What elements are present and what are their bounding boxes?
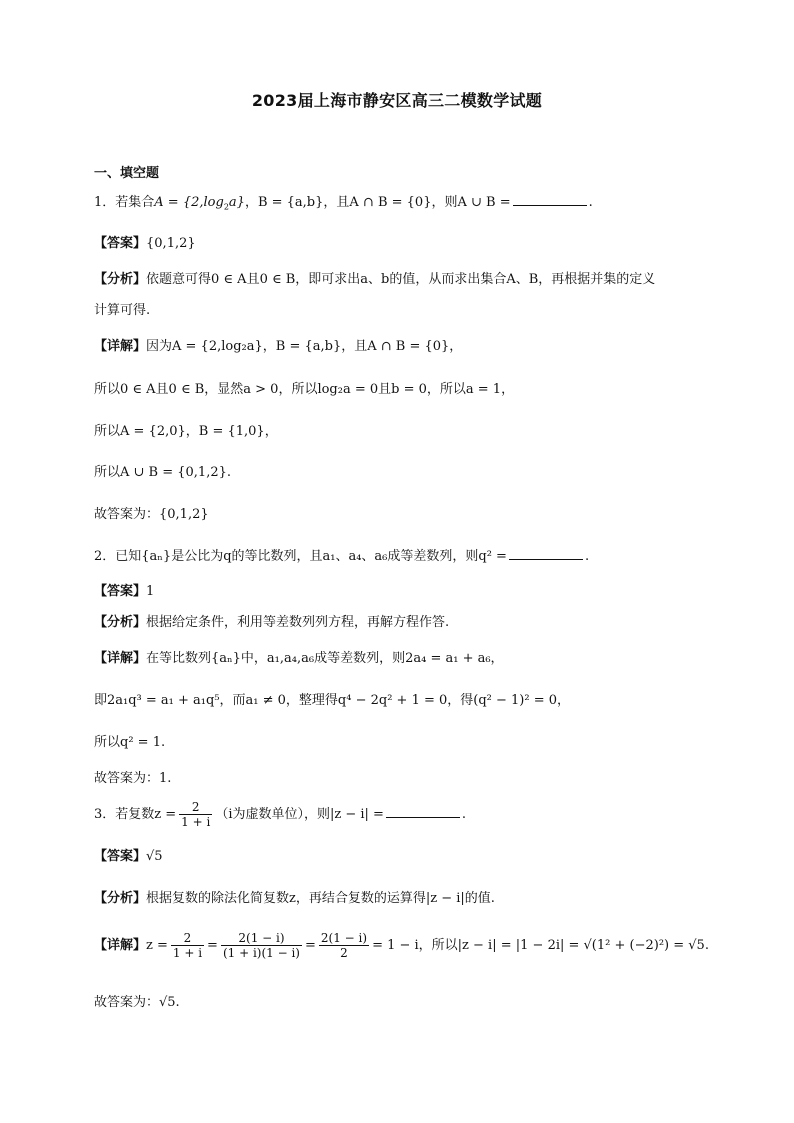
q2-analysis-text: 根据给定条件，利用等差数列列方程，再解方程作答. xyxy=(146,615,450,630)
q3-stem: 3．若复数z = $\frac{2}{1 + i}$ （i为虚数单位），则|z − i| = . xyxy=(94,800,467,829)
q2-detail-2: 即2a₁q³ = a₁ + a₁q⁵，而a₁ ≠ 0，整理得q⁴ − 2q² + 1 = 0，得(q² − 1)² = 0， xyxy=(94,693,571,708)
q1-final: 故答案为：{0,1,2} xyxy=(94,507,209,522)
q1-detail-text: 因为A = {2,log₂a}，B = {a,b}，且A ∩ B = {0}， xyxy=(146,339,463,354)
q1-detail xyxy=(94,338,462,356)
answer-label: 【答案】 xyxy=(94,236,147,251)
fraction-numerator: 2(1 − i) xyxy=(221,931,302,946)
answer-blank xyxy=(386,805,460,818)
answer-label: 【答案】 xyxy=(94,584,147,599)
q3-stem-prefix: 3．若复数z = xyxy=(94,807,177,822)
fraction-denominator: 2 xyxy=(340,946,348,960)
q2-stem-text: 2．已知{aₙ}是公比为q的等比数列，且a₁、a₄、a₆成等差数列，则q² = xyxy=(94,549,507,564)
detail-label: 【详解】 xyxy=(94,339,147,354)
q2-detail-text: 在等比数列{aₙ}中，a₁,a₄,a₆成等差数列，则2a₄ = a₁ + a₆， xyxy=(146,651,504,666)
answer-label: 【答案】 xyxy=(94,849,147,864)
q3-answer xyxy=(94,848,163,866)
q3-detail-frac-3 xyxy=(319,931,369,960)
q1-stem-prefix: 1．若集合 xyxy=(94,195,155,210)
q2-answer-value: 1 xyxy=(146,584,155,599)
analysis-label: 【分析】 xyxy=(94,891,147,906)
q3-detail-tail: = 1 − i，所以|z − i| = |1 − 2i| = √(1² + (−2)²) = √5. xyxy=(372,938,709,953)
q3-analysis-text: 根据复数的除法化简复数z，再结合复数的运算得|z − i|的值. xyxy=(146,891,495,906)
q1-stem: 1．若集合$A = \{2,\log_2a\}$，B = {a,b}，且A ∩ B = {0}，则A ∪ B = . xyxy=(94,195,593,212)
fraction-numerator: 2 xyxy=(179,800,212,815)
q3-detail-z: z = xyxy=(146,938,168,953)
q2-detail xyxy=(94,650,504,668)
q3-detail: 【详解】z = $\frac{2}{1 + i}$ = $\frac{2(1 - i)}{(1 + i)(1 - i)}$ = $\frac{2(1 - i)}{2}$ = 1 − i，所以|z − i| = |1 − 2i| = √(1² + (−2)²) = √5. xyxy=(94,931,709,960)
answer-blank xyxy=(509,547,583,560)
q3-answer-value: √5 xyxy=(146,849,163,864)
analysis-label: 【分析】 xyxy=(94,615,147,630)
q2-stem: 2．已知{aₙ}是公比为q的等比数列，且a₁、a₄、a₆成等差数列，则q² = . xyxy=(94,549,590,564)
fraction-denominator: 1 + i xyxy=(181,815,211,829)
q1-detail-3: 所以A = {2,0}，B = {1,0}， xyxy=(94,424,278,439)
fraction-denominator: (1 + i)(1 − i) xyxy=(222,946,300,960)
q2-analysis xyxy=(94,614,449,632)
q3-detail-frac-1 xyxy=(171,931,204,960)
page-title: 2023届上海市静安区高三二模数学试题 xyxy=(251,91,543,110)
fraction-denominator: 1 + i xyxy=(172,946,203,960)
q1-analysis-text: 依题意可得0 ∈ A且0 ∈ B，即可求出a、b的值，从而求出集合A、B，再根据并集的定义 xyxy=(146,272,656,287)
q1-set-a: A = {2,log xyxy=(154,195,224,210)
q2-detail-3: 所以q² = 1. xyxy=(94,735,166,750)
q1-stem-rest: ，B = {a,b}，且A ∩ B = {0}，则A ∪ B = xyxy=(244,195,511,210)
analysis-label: 【分析】 xyxy=(94,272,147,287)
q1-analysis xyxy=(94,271,655,289)
detail-label: 【详解】 xyxy=(94,651,147,666)
detail-label: 【详解】 xyxy=(94,938,147,953)
q1-detail-2: 所以0 ∈ A且0 ∈ B，显然a > 0，所以log₂a = 0且b = 0，所以a = 1， xyxy=(94,382,515,397)
q3-stem-rest: （i为虚数单位），则|z − i| = xyxy=(215,807,384,822)
fraction-numerator: 2(1 − i) xyxy=(320,931,368,945)
q2-answer xyxy=(94,583,154,601)
q1-answer-value: {0,1,2} xyxy=(146,236,196,251)
fraction-numerator: 2 xyxy=(171,931,204,946)
q1-analysis-cont: 计算可得. xyxy=(94,303,151,318)
section-heading: 一、填空题 xyxy=(94,166,160,181)
q3-fraction xyxy=(179,800,212,829)
answer-blank xyxy=(513,193,587,206)
q3-analysis xyxy=(94,890,495,908)
q1-answer xyxy=(94,235,196,253)
q3-final: 故答案为：√5. xyxy=(94,995,180,1010)
q3-detail-frac-2 xyxy=(221,931,302,960)
q1-detail-4: 所以A ∪ B = {0,1,2}. xyxy=(94,465,232,480)
q2-final: 故答案为：1. xyxy=(94,771,172,786)
q1-set-a-tail: a} xyxy=(228,195,245,210)
